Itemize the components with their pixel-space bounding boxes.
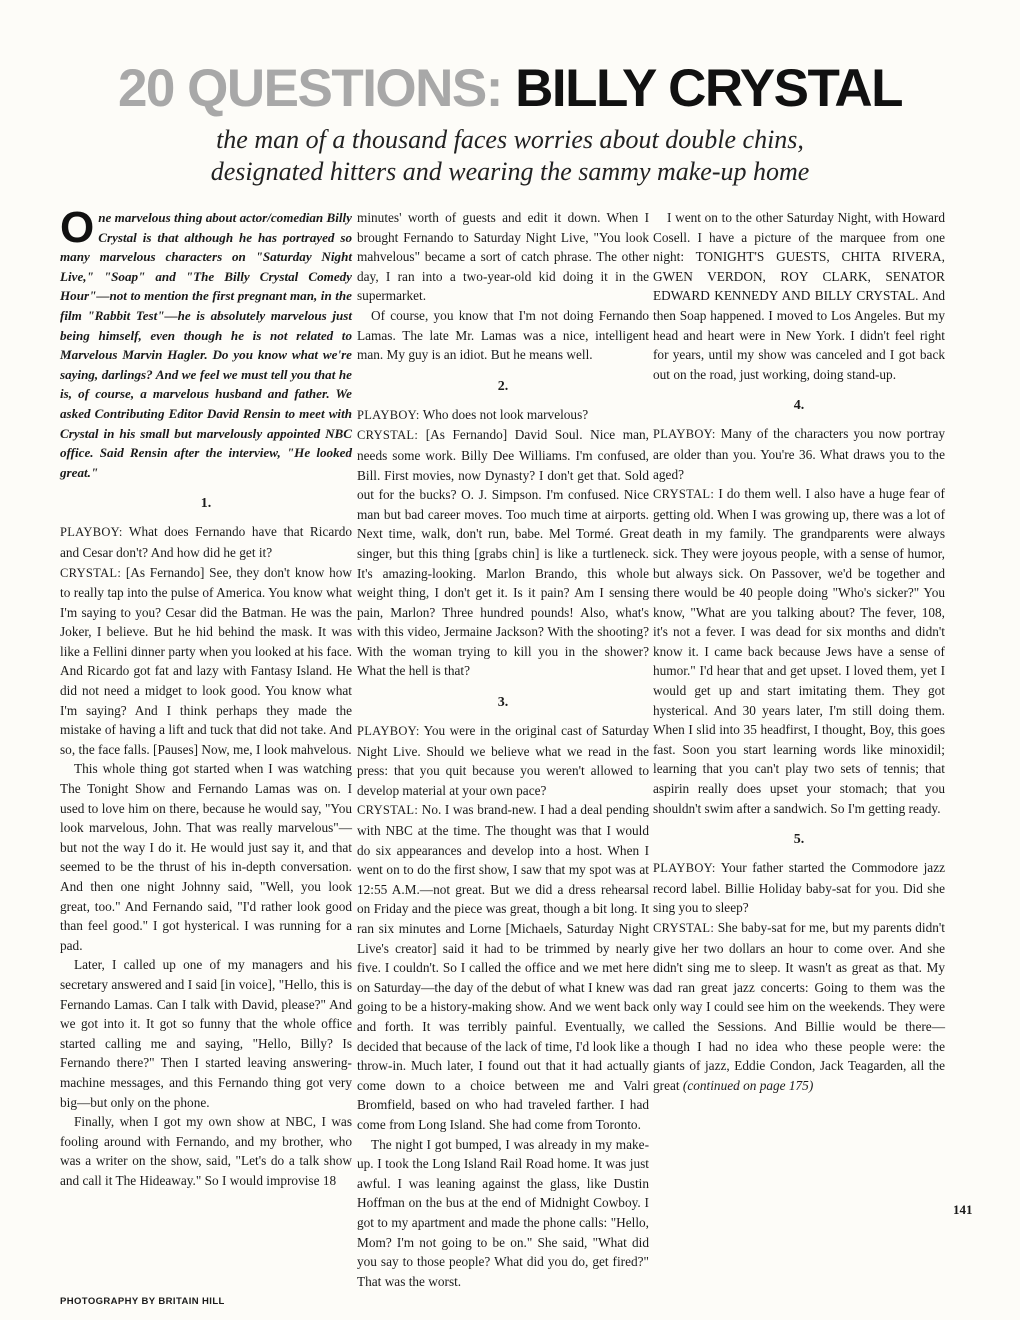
q1-answer (60, 563, 352, 760)
q4-question (653, 424, 945, 484)
headline-prefix: 20 QUESTIONS: (117, 59, 502, 118)
speaker-crystal: CRYSTAL: (653, 921, 715, 935)
q1-paragraph-2: This whole thing got started when I was watching The Tonight Show and Fernando Lamas was on. I used to love him on there, because he would say, "You look marvelous, John. That was really marvelous"—but not the way I do it. He would just say it, and that seemed to be the thrust of his in-depth conversation. And then one night Johnny said, "Well, you look great, too." And Fernando said, "I'd rather look good than feel good." I got hysterical. I was running for a pad. (60, 761, 352, 953)
page-number: 141 (953, 1202, 973, 1217)
q1-paragraph-5: minutes' worth of guests and edit it down. When I brought Fernando to Saturday Night Live, "You look mahvelous" became a sort of catch phrase. The other day, I ran into a two-year-old kid doing it in the supermarket. (357, 210, 649, 304)
q5-question (653, 858, 945, 918)
question-number-5: 5. (793, 832, 805, 848)
speaker-crystal: CRYSTAL: (357, 803, 419, 818)
speaker-playboy: PLAYBOY: (357, 407, 420, 422)
photo-credit: PHOTOGRAPHY BY BRITAIN HILL (60, 1296, 225, 1307)
question-number-4: 4. (793, 398, 805, 414)
q3-paragraph-3: I went on to the other Saturday Night, with Howard Cosell. I have a picture of the marquee from one night: TONIGHT'S GUESTS, CHITA RIVERA, GWEN VERDON, ROY CLARK, SENATOR EDWARD KENNEDY AND BILLY CRYSTAL. And then Soap happened. I moved to Los Angeles. But my head and heart were in New York. I didn't feel right for years, until my show was canceled and I got back out on the road, just working, doing stand-up. (653, 210, 945, 382)
speaker-playboy: PLAYBOY: (357, 724, 420, 739)
q2-question-text: Who does not look marvelous? (422, 406, 589, 422)
speaker-playboy: PLAYBOY: (653, 427, 716, 442)
q1-paragraph-3: Later, I called up one of my managers and his secretary answered and I said [in voice], "Hello, this is Fernando Lamas. Can I talk with David, please?" And we got into it. It got so funny that the whole office started calling me and saying, "Hello, Billy? Is Fernando there?" Then I started leaving answering-machine messages, and this Fernando thing got very big—but only on the phone. (60, 957, 352, 1110)
q3-answer (357, 800, 649, 1134)
q3-question-text: You were in the original cast of Saturday Night Live. Should we believe what we read in the press: that you quit because you weren't allowed to develop material at your own pace? (357, 723, 649, 798)
intro-text: ne marvelous thing about actor/comedian Billy Crystal is that although he has portrayed so many marvelous characters on "Saturday Night Live," "Soap" and "The Billy Crystal Comedy Hour"—not to mention the first pregnant man, in the film "Rabbit Test"—he is absolutely marvelous just being himself, even though he is not related to Marvelous Marvin Hagler. Do you know what we're saying, darlings? And we feel we must tell you that he is, of course, a marvelous husband and father. We asked Contributing Editor David Rensin to meet with Crystal in his small but marvelously appointed NBC office. Said Rensin after the interview, "He looked great." (60, 210, 352, 480)
q4-answer (653, 484, 945, 818)
q1-question (60, 522, 352, 562)
q1-question-text: What does Fernando have that Ricardo and Cesar don't? And how did he get it? (60, 524, 352, 560)
continued-note: (continued on page 175) (682, 1077, 814, 1093)
q5-answer (653, 918, 945, 1095)
q5-answer-text: She baby-sat for me, but my parents didn't give her two dollars an hour to come over. And she didn't sing me to sleep. It wasn't as great as that. My dad ran great jazz concerts: Going to them was the only way I could see him on the weekends. They were called the Sessions. And Billie would be there—though I had no idea who these people were: the giants of jazz, Eddie Condon, Jack Teagarden, all the great (653, 920, 945, 1093)
speaker-playboy: PLAYBOY: (653, 861, 716, 876)
q4-question-text: Many of the characters you now portray are older than you. You're 36. What draws you to the aged? (653, 426, 945, 482)
question-number-2: 2. (497, 378, 509, 394)
q1-paragraph-4: Finally, when I got my own show at NBC, I was fooling around with Fernando, and my brother, who was a writer on the show, said, "Let's do a talk show and call it The Hideaway." So I would improvise 18 (60, 1114, 352, 1188)
speaker-crystal: CRYSTAL: (357, 428, 419, 443)
q2-answer (357, 425, 649, 681)
article-deck (0, 124, 1020, 188)
speaker-crystal: CRYSTAL: (653, 487, 715, 502)
deck-line-1: the man of a thousand faces worries about double chins, (216, 125, 804, 154)
q1-paragraph-6: Of course, you know that I'm not doing Fernando Lamas. The late Mr. Lamas was a nice, intelligent man. My guy is an idiot. But he means well. (357, 307, 649, 363)
q2-answer-text: [As Fernando] David Soul. Nice man, needs some work. Billy Dee Williams. I'm confused, Bill. First movies, now Dynasty? I don't get that. Sold out for the bucks? O. J. Simpson. I'm confused. Nice man but bad career moves. Too much time at airports. Next time, walk, don't run, babe. Mel Tormé. Great singer, but this thing [grabs chin] is like a turtleneck. It's amazing-looking. Marlon Brando, this whole weight thing, I don't get it. Is it pain? Am I sensing pain, Marlon? Three hundred pounds! Also, what's with this video, Jermaine Jackson? With the shooting? With the woman trying to kill you in the shower? What the hell is that? (357, 427, 650, 679)
question-number-3: 3. (497, 695, 509, 711)
speaker-playboy: PLAYBOY: (60, 525, 123, 540)
column-1 (60, 203, 352, 1191)
deck-line-2: designated hitters and wearing the sammy make-up home (210, 157, 810, 186)
question-number-1: 1. (200, 496, 212, 512)
q2-question (357, 405, 649, 426)
drop-cap: O (60, 203, 95, 252)
q5-question-text: Your father started the Commodore jazz record label. Billie Holiday baby-sat for you. Did she sing you to sleep? (653, 860, 945, 916)
q3-answer-text: No. I was brand-new. I had a deal pending with NBC at the time. The thought was that I would do six appearances and develop into a host. When I went on to do the first show, I saw that my spot was at 12:55 A.M.—not great. But we did a dress rehearsal on Friday and the piece was great, though a bit long. It ran six minutes and Lorne [Michaels, Saturday Night Live's creator] said it had to be trimmed by nearly five. I couldn't. So I called the office and we met here on Saturday—the day of the debut of what I knew was going to be a history-making show. And we went back and forth. It was terribly painful. Eventually, we decided that because of the lack of time, I'd look like a throw-in. Much later, I found out that it had actually come down to a choice between me and Valri Bromfield, based on who had traveled farther. I had come from Long Island. She had come from Toronto. (357, 802, 649, 1132)
column-3 (653, 208, 945, 1095)
column-2 (357, 208, 649, 1291)
q4-answer-text: I do them well. I also have a huge fear of getting old. When I was growing up, there was a lot of death in my family. The grandparents were always sick. They were joyous people, with a sense of humor, but always sick. On Passover, we'd be together and there would be 40 people doing "Who's sicker?" You know, "What are you talking about? The fever, 108, it's not a fever. I was dead for six months and didn't know it. I came back because Jews have a sense of humor." I'd hear that and get upset. I loved them, yet I would get up and start imitating them. They got hysterical. And 30 years later, I'm still doing them. When I slid into 35 headfirst, I thought, Boy, this goes fast. Soon you start learning words like minoxidil; learning that you can't play two sets of tennis; that aspirin really does upset your stomach; that you shouldn't swim after a sandwich. So I'm getting ready. (653, 486, 945, 816)
headline-name: BILLY CRYSTAL (515, 59, 903, 118)
q3-paragraph-2: The night I got bumped, I was already in my make-up. I took the Long Island Rail Road home. It was just awful. I was leaning against the glass, like Dustin Hoffman on the bus at the end of Midnight Cowboy. I got to my apartment and made the phone calls: "Hello, Mom? I'm not going to be on." She said, "What did you say to those people? What did you do, get fired?" That was the worst. (357, 1136, 649, 1289)
speaker-crystal: CRYSTAL: (60, 565, 122, 580)
q3-question (357, 721, 649, 800)
article-headline (0, 58, 1020, 120)
intro-paragraph (60, 203, 352, 482)
q1-answer-text: [As Fernando] See, they don't know how to really tap into the pulse of America. You know what I'm saying to you? Cesar did the Batman. He was the Joker, I believe. But he hid behind the mask. It was like a Fellini dinner party when you looked at his face. And Ricardo got fat and lazy with Fantasy Island. He did not need a midget to look good. You know what I'm saying? And I think perhaps they made the mistake of having a lift and tuck that did not take. And so, the face falls. [Pauses] Now, me, I look mahvelous. (60, 564, 352, 757)
